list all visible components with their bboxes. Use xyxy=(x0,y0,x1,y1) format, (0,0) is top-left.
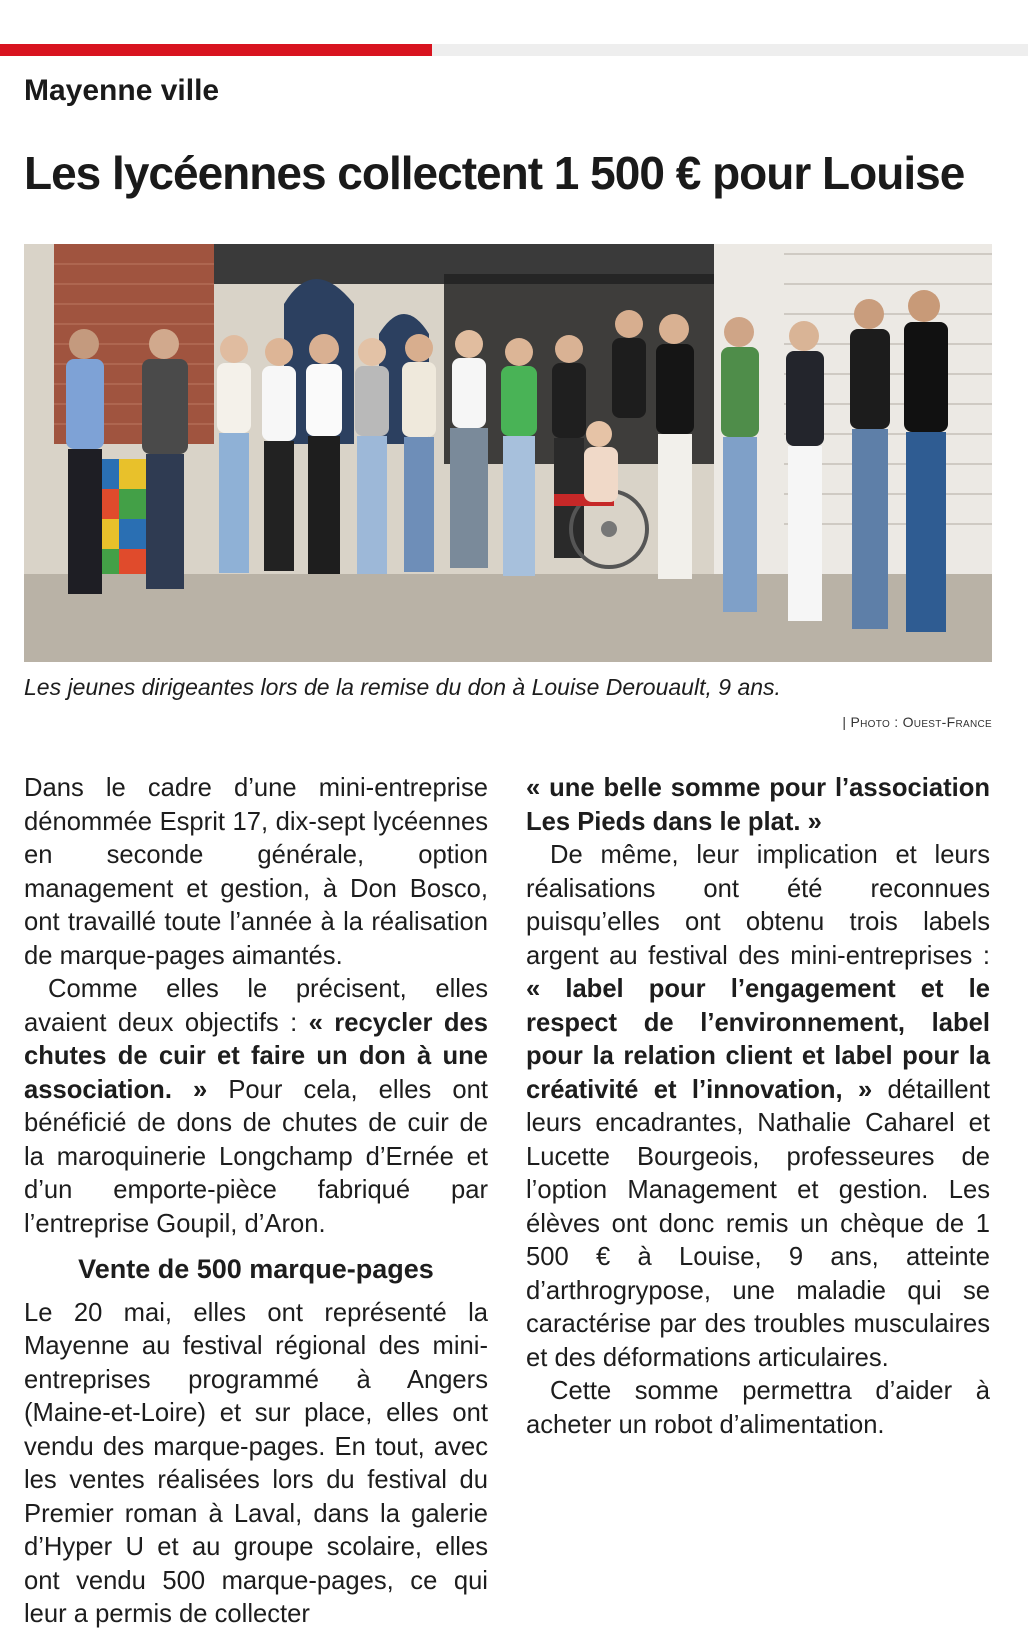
paragraph-2-quote: « recycler des chutes de cuir et faire un don à une association. » xyxy=(24,1008,488,1104)
article-subheading: Vente de 500 marque-pages xyxy=(78,1254,434,1284)
photo-credit: | Photo : Ouest-France xyxy=(842,714,992,730)
paragraph-4-quote: « label pour l’engagement et le respect de l’environnement, label pour la relation client et label pour la créativité et l’innovation, » xyxy=(526,975,990,1104)
paragraph-4-text-a: De même, leur implication et leurs réalisations ont été reconnues puisqu’elles ont obtenu trois labels argent au festival des mini-entreprises : xyxy=(526,841,990,970)
paragraph-1: Dans le cadre d’une mini-entreprise dénommée Esprit 17, dix-sept lycéennes en seconde générale, option management et gestion, à Don Bosco, ont travaillé toute l’année à la réalisation de marque-pages aimantés. xyxy=(24,774,488,970)
section-title: Mayenne ville xyxy=(24,74,220,107)
paragraph-2 xyxy=(24,973,488,1241)
paragraph-3-quote xyxy=(526,772,990,839)
header-rule-accent xyxy=(0,44,432,56)
article-column-right xyxy=(526,772,990,1442)
paragraph-3-quote-text: « une belle somme pour l’association Les Pieds dans le plat. » xyxy=(526,774,990,836)
paragraph-4 xyxy=(526,839,990,1375)
header-rule xyxy=(0,44,1028,56)
photo-caption: Les jeunes dirigeantes lors de la remise du don à Louise Derouault, 9 ans. xyxy=(24,674,781,700)
paragraph-3 xyxy=(24,1297,488,1632)
article-column-left xyxy=(24,772,488,1632)
article-headline: Les lycéennes collectent 1 500 € pour Louise xyxy=(24,147,965,199)
article-photo xyxy=(24,244,992,662)
group-photo-illustration xyxy=(24,244,992,662)
paragraph-2-text-a: Comme elles le précisent, elles avaient deux objectifs : xyxy=(24,975,488,1037)
paragraph-5: Cette somme permettra d’aider à acheter un robot d’alimentation. xyxy=(526,1377,990,1439)
paragraph-4-text-c: détaillent leurs encadrantes, Nathalie Caharel et Lucette Bourgeois, professeures de l’option Management et gestion. Les élèves ont donc remis un chèque de 1 500 € à Louise, 9 ans, atteinte d’arthrogrypose, une maladie qui se caractérise par des troubles musculaires et des déformations articulaires. xyxy=(526,1075,990,1372)
paragraph-2-text-c: Pour cela, elles ont bénéficié de dons de chutes de cuir de la maroquinerie Longchamp d’Ernée et d’un emporte-pièce fabriqué par l’entreprise Goupil, d’Aron. xyxy=(24,1075,488,1238)
paragraph-3-text: Le 20 mai, elles ont représenté la Mayenne au festival régional des mini-entreprises programmé à Angers (Maine-et-Loire) et sur place, elles ont vendu des marque-pages. En tout, avec les ventes réalisées lors du festival du Premier roman à Laval, dans la galerie d’Hyper U et au groupe scolaire, elles ont vendu 500 marque-pages, ce qui leur a permis de collecter xyxy=(24,1298,488,1628)
